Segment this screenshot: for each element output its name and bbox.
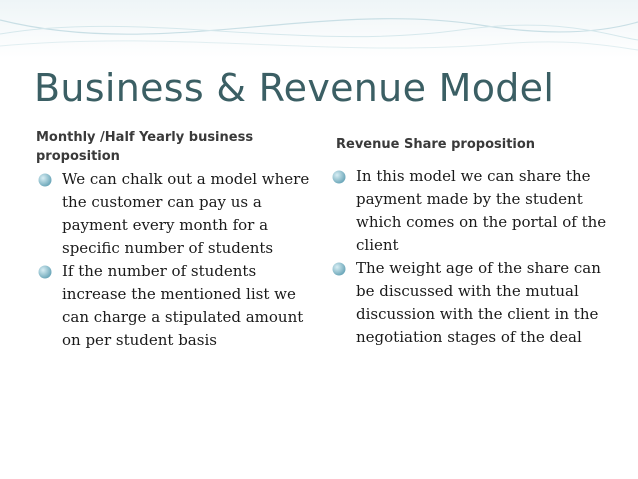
left-bullet-list	[36, 168, 316, 352]
bullet-sphere-icon	[38, 173, 52, 187]
bullet-sphere-icon	[332, 170, 346, 184]
left-column-heading: Monthly /Half Yearly business proposition	[36, 130, 254, 164]
bullet-sphere-icon	[332, 262, 346, 276]
slide-title: Business & Revenue Model	[34, 66, 555, 110]
right-column	[330, 128, 620, 349]
bullet-text: We can chalk out a model where the customer can pay us a payment every month for a specific number of students	[62, 170, 310, 257]
bullet-text: If the number of students increase the mentioned list we can charge a stipulated amount on per student basis	[62, 262, 304, 349]
bullet-text: The weight age of the share can be discussed with the mutual discussion with the client in the negotiation stages of the deal	[356, 259, 601, 346]
list-item	[36, 168, 316, 260]
bullet-sphere-icon	[38, 265, 52, 279]
left-column	[36, 128, 316, 352]
list-item	[330, 257, 620, 349]
wave-decoration	[0, 0, 638, 60]
bullet-text: In this model we can share the payment made by the student which comes on the portal of the client	[356, 167, 607, 254]
list-item	[36, 260, 316, 352]
list-item	[330, 165, 620, 257]
right-bullet-list	[330, 165, 620, 349]
decorative-wave-band	[0, 0, 638, 58]
right-column-heading: Revenue Share proposition	[336, 137, 536, 152]
